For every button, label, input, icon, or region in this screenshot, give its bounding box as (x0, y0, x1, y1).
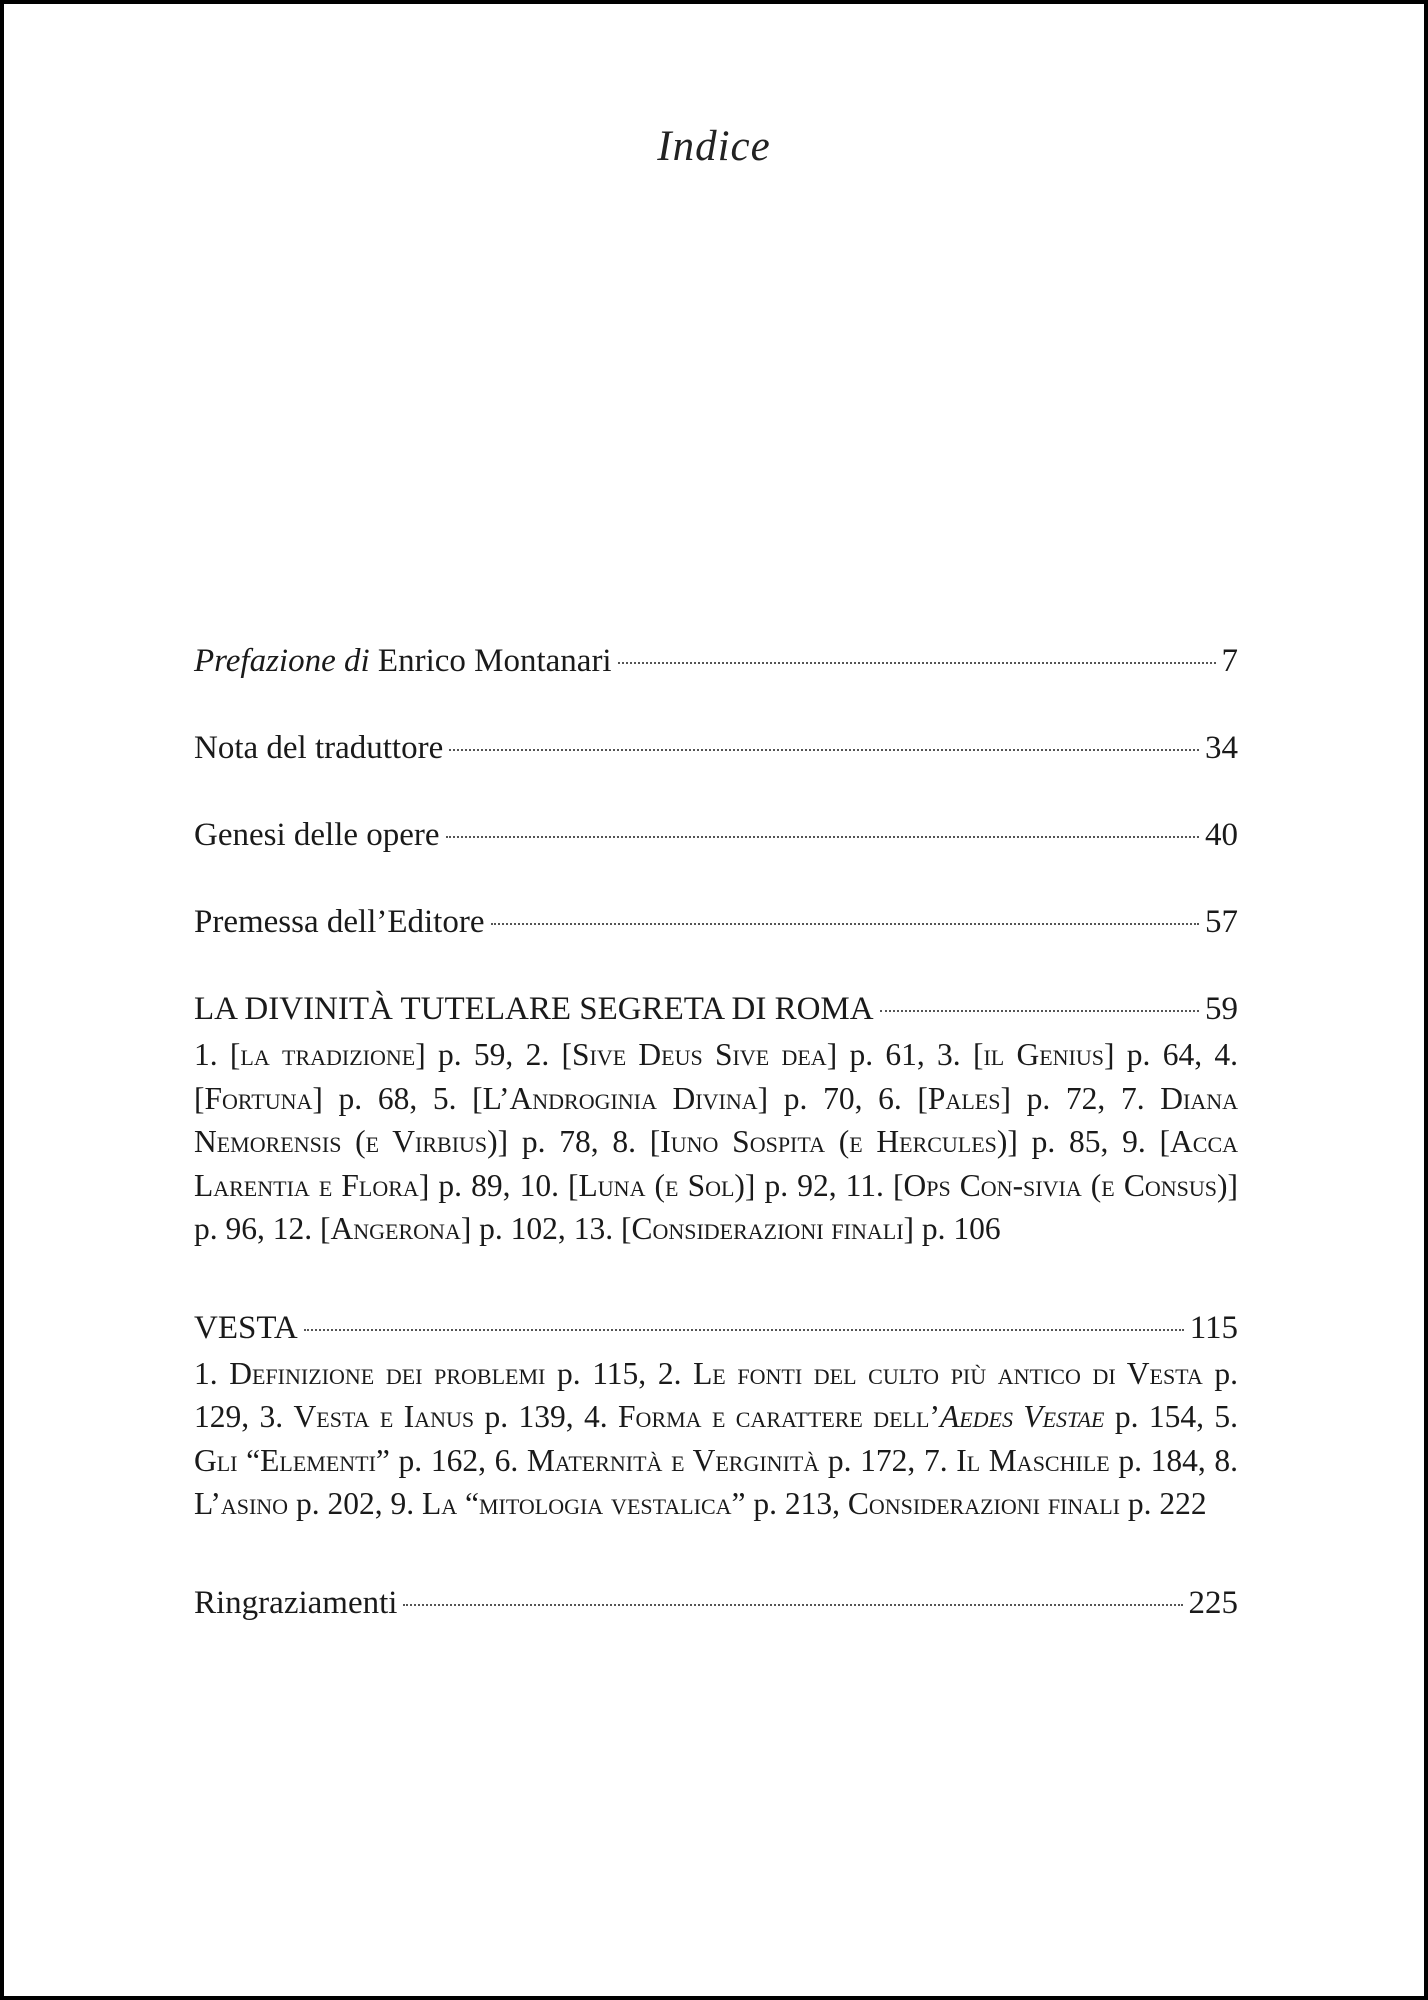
subsection-page: p. 222 (1119, 1486, 1207, 1521)
subsection-page: ] p. 85, (1007, 1124, 1123, 1159)
subsection-number: 4. [ (194, 1037, 1238, 1116)
toc-entry-vesta[interactable] (194, 1306, 1238, 1350)
toc-entry-genesi[interactable] (194, 813, 1238, 857)
subsection-title: Maternità e Verginità (526, 1442, 820, 1478)
subsection-title: Forma e carattere dell’ (618, 1399, 940, 1434)
entry-page-number: 34 (1205, 730, 1238, 766)
subsection-number: 12. [ (272, 1211, 331, 1246)
subsection-page: ] p. 92, (744, 1167, 846, 1203)
subsection-number: 11. [ (845, 1167, 904, 1203)
dot-leader (880, 1010, 1199, 1012)
dot-leader (304, 1329, 1184, 1331)
toc-entry-prefazione[interactable] (194, 639, 1238, 683)
subsection-number: 1. [ (194, 1037, 241, 1072)
subsection-title: Vesta e Ianus (293, 1399, 475, 1434)
subsection-page: p. 172, (819, 1442, 924, 1478)
entry-title-italic: Prefazione di (194, 643, 370, 679)
spacer (194, 1251, 1238, 1306)
subsection-number: 5. [ (432, 1080, 483, 1116)
divinita-subsections (194, 1033, 1238, 1251)
subsection-title: L’asino (194, 1486, 289, 1521)
subsection-page: ] p. 64, (1104, 1037, 1215, 1072)
subsection-page: p. 162, (389, 1442, 495, 1478)
subsection-title: Le fonti del culto più antico di Vesta (693, 1355, 1203, 1391)
subsection-title-italic: Aedes Vestae (939, 1399, 1105, 1434)
subsection-page: ] p. 106 (903, 1211, 1001, 1246)
entry-page-number: 7 (1221, 643, 1238, 679)
spacer (194, 944, 1238, 987)
subsection-page: ] p. 89, (418, 1167, 520, 1203)
entry-page-number: 59 (1205, 991, 1238, 1027)
subsection-title: Pales (927, 1080, 1001, 1116)
subsection-title: Gli “Elementi” (194, 1442, 390, 1478)
subsection-title: Iuno Sospita (e Hercules) (660, 1124, 1008, 1159)
subsection-number: 10. [ (519, 1167, 579, 1203)
subsection-page: ] p. 70, (757, 1080, 879, 1116)
entry-title-author: Enrico Montanari (369, 643, 612, 679)
dot-leader (491, 923, 1200, 925)
spacer (194, 857, 1238, 900)
spacer (194, 770, 1238, 813)
subsection-number: 9. [ (1122, 1124, 1171, 1159)
subsection-number: 13. [ (573, 1211, 632, 1246)
dot-leader (618, 662, 1216, 664)
subsection-title: Angerona (330, 1211, 461, 1246)
subsection-title: Fortuna (204, 1080, 313, 1116)
dot-leader (446, 836, 1199, 838)
subsection-number: 3. (259, 1399, 294, 1434)
entry-title: Ringraziamenti (194, 1584, 398, 1621)
subsection-title: Definizione dei problemi (229, 1355, 546, 1391)
subsection-title: Ops Con-sivia (e Consus) (903, 1167, 1228, 1203)
subsection-page: ] p. 72, (1000, 1080, 1121, 1116)
subsection-number: 2. [ (525, 1037, 572, 1072)
dot-leader (403, 1604, 1182, 1606)
subsection-number: 1. (194, 1355, 230, 1391)
toc-entry-premessa[interactable] (194, 900, 1238, 944)
subsection-page: ] p. 102, (460, 1211, 574, 1246)
subsection-title: La “mitologia vestalica” (421, 1486, 746, 1521)
subsection-page: p. 129, (194, 1355, 1238, 1434)
subsection-title: Acca Larentia e Flora (194, 1124, 1239, 1203)
subsection-title: Il Maschile (956, 1442, 1110, 1478)
entry-page-number: 225 (1188, 1584, 1238, 1621)
page-title: Indice (657, 123, 771, 170)
subsection-title: Considerazioni finali (847, 1486, 1120, 1521)
subsection-number: 8. [ (612, 1124, 661, 1159)
vesta-subsections (194, 1352, 1238, 1526)
subsection-page: p. 139, (474, 1399, 585, 1434)
subsection-number: 3. [ (937, 1037, 984, 1072)
subsection-number: 6. (494, 1442, 527, 1478)
subsection-number: 5. (1214, 1399, 1239, 1434)
subsection-page: p. 184, (1109, 1442, 1215, 1478)
entry-page-number: 40 (1205, 817, 1238, 853)
entry-page-number: 115 (1189, 1309, 1238, 1346)
subsection-page: ] p. 78, (497, 1124, 613, 1159)
subsection-page: ] p. 61, (826, 1037, 938, 1072)
entry-title: VESTA (194, 1309, 298, 1346)
subsection-page: ] p. 68, (312, 1080, 433, 1116)
entry-title: LA DIVINITÀ TUTELARE SEGRETA DI ROMA (194, 991, 874, 1027)
subsection-number: 9. (390, 1486, 422, 1521)
subsection-page: p. 213, (745, 1486, 848, 1521)
spacer (194, 683, 1238, 726)
entry-title: Nota del traduttore (194, 730, 444, 766)
subsection-title: il Genius (983, 1037, 1105, 1072)
dot-leader (449, 749, 1199, 751)
subsection-number: 6. [ (878, 1080, 928, 1116)
subsection-number: 2. (657, 1355, 694, 1391)
table-of-contents (194, 639, 1238, 1625)
subsection-title: Luna (e Sol) (578, 1167, 745, 1203)
subsection-page: ] p. 59, (415, 1037, 526, 1072)
entry-title (194, 639, 612, 683)
entry-page-number: 57 (1205, 904, 1238, 940)
subsection-number: 7. (1120, 1080, 1161, 1116)
entry-title: Genesi delle opere (194, 817, 440, 853)
subsection-page: p. 202, (288, 1486, 391, 1521)
subsection-title: Sive Deus Sive dea (571, 1037, 827, 1072)
subsection-number: 4. (584, 1399, 619, 1434)
subsection-title: L’Androginia Divina (482, 1080, 758, 1116)
subsection-title: Considerazioni finali (631, 1211, 904, 1246)
entry-title: Premessa dell’Editore (194, 904, 485, 940)
subsection-title: Diana Nemorensis (e Virbius) (194, 1080, 1238, 1159)
subsection-page: ] p. 96, (194, 1167, 1238, 1246)
spacer (194, 1526, 1238, 1581)
subsection-number: 8. (1214, 1442, 1239, 1478)
subsection-page: p. 115, (545, 1355, 658, 1391)
toc-entry-ringraziamenti[interactable] (194, 1581, 1238, 1625)
subsection-number: 7. (923, 1442, 957, 1478)
toc-entry-divinita[interactable] (194, 987, 1238, 1031)
toc-entry-nota[interactable] (194, 726, 1238, 770)
subsection-page: p. 154, (1104, 1399, 1215, 1434)
subsection-title: la tradizione (240, 1037, 416, 1072)
